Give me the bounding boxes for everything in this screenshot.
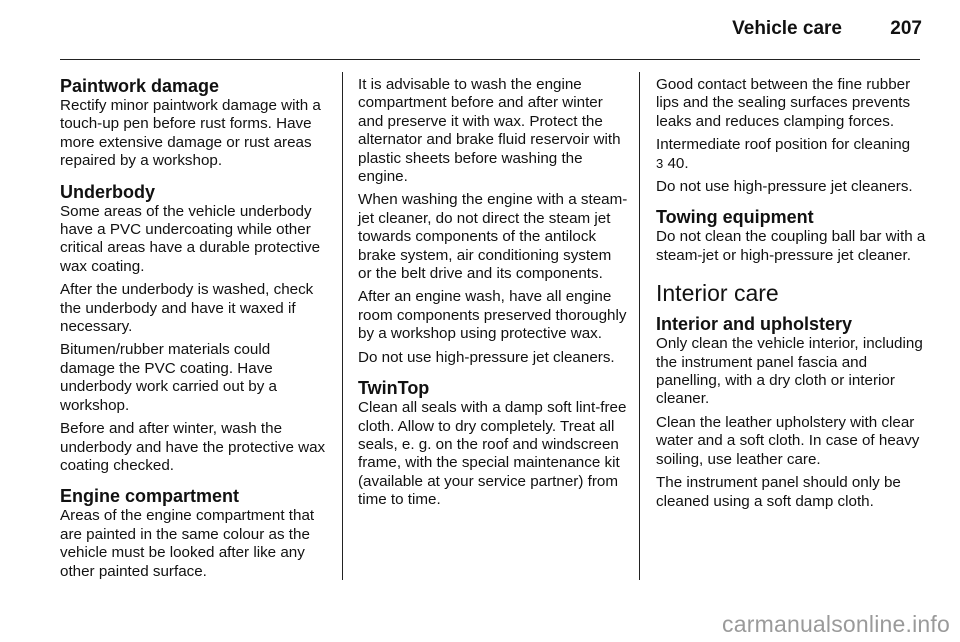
- column-divider-1: [342, 72, 343, 580]
- seals-paragraph: Good contact between the fine rubber lips and the sealing surfaces prevents leaks and reduces clamping forces.: [656, 76, 911, 130]
- twintop-paragraph: Clean all seals with a damp soft lint-free cloth. Allow to dry completely. Treat all seals, e. g. on the roof and windscreen frame, with the special maintenance kit (available at your service partner) from time to time.: [358, 399, 627, 509]
- section-title: Vehicle care: [732, 18, 842, 39]
- page-reference[interactable]: 40.: [667, 154, 689, 172]
- engine-paragraph-2: It is advisable to wash the engine compartment before and after winter and preserve it with wax. Protect the alternator and brake fluid reservoir with plastic sheets before washing the engine.: [358, 76, 621, 186]
- page-reference-icon: 3: [656, 155, 664, 171]
- header-rule: [60, 59, 920, 60]
- paintwork-damage-heading: Paintwork damage: [60, 76, 220, 96]
- page-header: [0, 0, 960, 60]
- upholstery-paragraph-3: The instrument panel should only be cleaned using a soft damp cloth.: [656, 474, 901, 510]
- roof-position-paragraph: [656, 136, 928, 173]
- watermark: carmanualsonline.info: [722, 611, 950, 637]
- underbody-paragraph-1: Some areas of the vehicle underbody have a PVC undercoating while other critical areas have a durable protective wax coating.: [60, 202, 321, 275]
- high-pressure-paragraph: Do not use high-pressure jet cleaners.: [656, 178, 913, 196]
- column-1: [60, 76, 328, 586]
- underbody-paragraph-4: Before and after winter, wash the underbody and have the protective wax coating checked.: [60, 420, 326, 474]
- roof-position-text: Intermediate roof position for cleaning: [656, 136, 911, 154]
- underbody-paragraph-2: After the underbody is washed, check the underbody and have it waxed if necessary.: [60, 281, 314, 336]
- engine-paragraph-1: Areas of the engine compartment that are painted in the same colour as the vehicle must be looked after like any other painted surface.: [60, 507, 315, 580]
- column-3: [656, 76, 928, 516]
- twintop-heading: TwinTop: [358, 378, 430, 399]
- engine-paragraph-3: When washing the engine with a steam-jet cleaner, do not direct the steam jet towards components of the antilock brake system, air conditioning system or the belt drive and its components.: [358, 191, 628, 283]
- upholstery-paragraph-2: Clean the leather upholstery with clear water and a soft cloth. In case of heavy soiling, use leather care.: [656, 413, 920, 468]
- underbody-paragraph-3: Bitumen/rubber materials could damage the PVC coating. Have underbody work carried out by a workshop.: [60, 341, 277, 414]
- engine-paragraph-5: Do not use high-pressure jet cleaners.: [358, 348, 615, 366]
- interior-care-heading: Interior care: [656, 280, 779, 307]
- engine-compartment-heading: Engine compartment: [60, 486, 240, 507]
- upholstery-paragraph-1: Only clean the vehicle interior, including the instrument panel fascia and panelling, with a dry cloth or interior cleaner.: [656, 335, 923, 408]
- paintwork-paragraph: Rectify minor paintwork damage with a touch-up pen before rust forms. Have more extensive damage or rust areas repaired by a workshop.: [60, 97, 321, 170]
- column-divider-2: [639, 72, 640, 580]
- towing-equipment-heading: Towing equipment: [656, 207, 814, 228]
- column-2: [358, 76, 628, 515]
- engine-paragraph-4: After an engine wash, have all engine room components preserved thoroughly by a workshop using protective wax.: [358, 288, 627, 343]
- page-number: 207: [890, 18, 922, 39]
- underbody-heading: Underbody: [60, 181, 156, 202]
- towing-paragraph: Do not clean the coupling ball bar with a steam-jet or high-pressure jet cleaner.: [656, 228, 926, 264]
- interior-upholstery-heading: Interior and upholstery: [656, 314, 853, 335]
